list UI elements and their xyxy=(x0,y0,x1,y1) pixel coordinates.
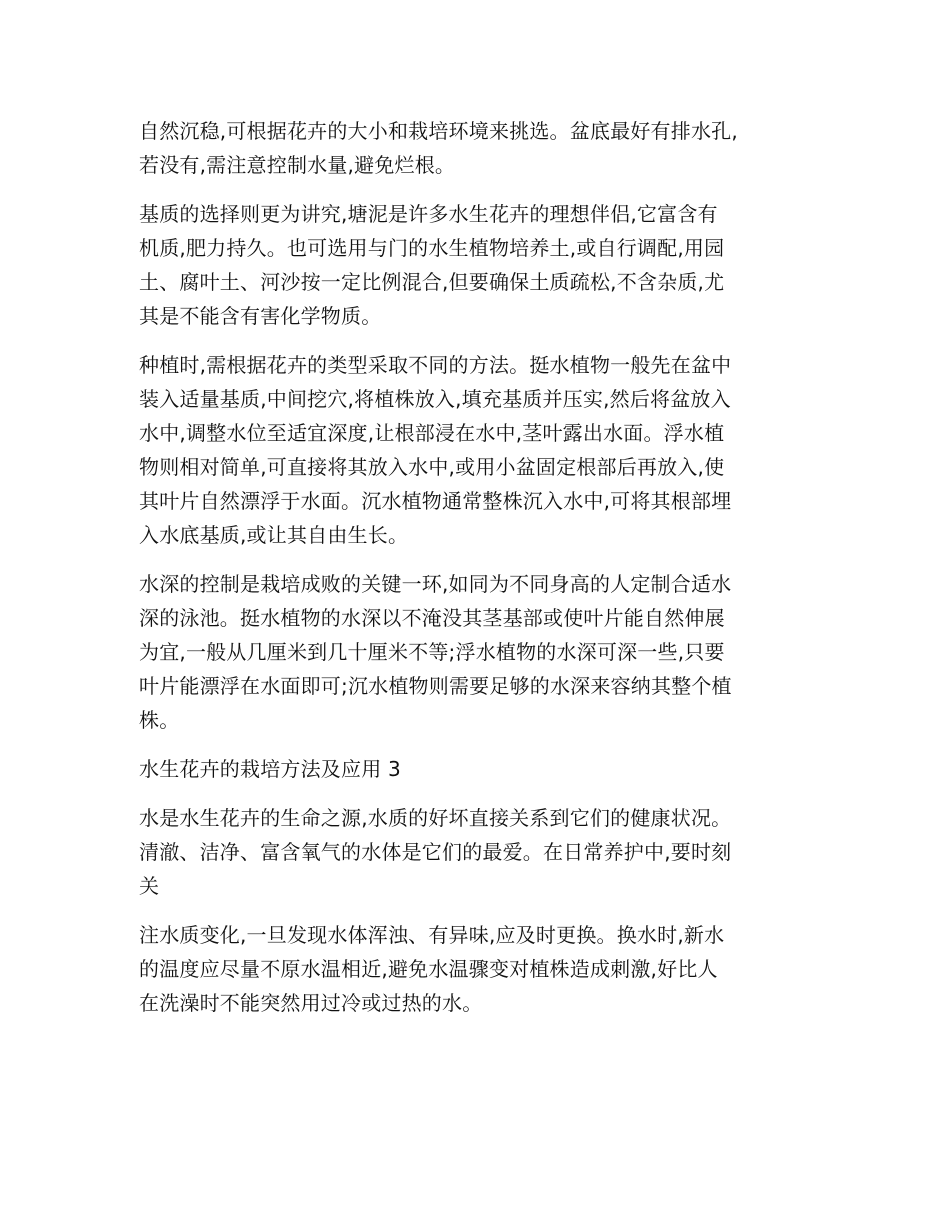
text-line: 其是不能含有害化学物质。 xyxy=(139,304,382,328)
text-line: 水是水生花卉的生命之源,水质的好坏直接关系到它们的健康状况。 xyxy=(139,806,732,830)
paragraph-planting xyxy=(139,348,819,552)
text-line: 自然沉稳,可根据花卉的大小和栽培环境来挑选。盆底最好有排水孔, xyxy=(139,119,738,143)
text-line: 土、腐叶土、河沙按一定比例混合,但要确保土质疏松,不含杂质,尤 xyxy=(139,270,725,294)
text-line: 装入适量基质,中间挖穴,将植株放入,填充基质并压实,然后将盆放入 xyxy=(139,387,731,411)
text-line: 深的泳池。挺水植物的水深以不淹没其茎基部或使叶片能自然伸展 xyxy=(139,606,725,630)
text-line: 在洗澡时不能突然用过冷或过热的水。 xyxy=(139,991,483,1015)
text-line: 水深的控制是栽培成败的关键一环,如同为不同身高的人定制合适水 xyxy=(139,572,732,596)
paragraph-pot-selection xyxy=(139,114,819,182)
text-line: 其叶片自然漂浮于水面。沉水植物通常整株沉入水中,可将其根部埋 xyxy=(139,489,732,513)
text-line: 注水质变化,一旦发现水体浑浊、有异味,应及时更换。换水时,新水 xyxy=(139,923,725,947)
text-line: 清澈、洁净、富含氧气的水体是它们的最爱。在日常养护中,要时刻 xyxy=(139,840,732,864)
text-line: 的温度应尽量不原水温相近,避免水温骤变对植株造成刺激,好比人 xyxy=(139,957,718,981)
text-line: 若没有,需注意控制水量,避免烂根。 xyxy=(139,153,456,177)
paragraph-water-change xyxy=(139,918,819,1020)
section-heading-text: 水生花卉的栽培方法及应用 3 xyxy=(139,757,401,781)
text-line: 株。 xyxy=(139,708,180,732)
paragraph-substrate xyxy=(139,197,819,333)
section-heading xyxy=(139,752,819,786)
text-line: 叶片能漂浮在水面即可;沉水植物则需要足够的水深来容纳其整个植 xyxy=(139,674,732,698)
document-body xyxy=(139,114,819,1035)
text-line: 机质,肥力持久。也可选用与门的水生植物培养土,或自行调配,用园 xyxy=(139,236,725,260)
text-line: 关 xyxy=(139,874,160,898)
text-line: 水中,调整水位至适宜深度,让根部浸在水中,茎叶露出水面。浮水植 xyxy=(139,421,725,445)
paragraph-water-depth xyxy=(139,567,819,737)
text-line: 种植时,需根据花卉的类型采取不同的方法。挺水植物一般先在盆中 xyxy=(139,353,732,377)
text-line: 物则相对简单,可直接将其放入水中,或用小盆固定根部后再放入,使 xyxy=(139,455,725,479)
text-line: 基质的选择则更为讲究,塘泥是许多水生花卉的理想伴侣,它富含有 xyxy=(139,202,718,226)
text-line: 为宜,一般从几厘米到几十厘米不等;浮水植物的水深可深一些,只要 xyxy=(139,640,725,664)
paragraph-water-quality xyxy=(139,801,819,903)
text-line: 入水底基质,或让其自由生长。 xyxy=(139,523,409,547)
